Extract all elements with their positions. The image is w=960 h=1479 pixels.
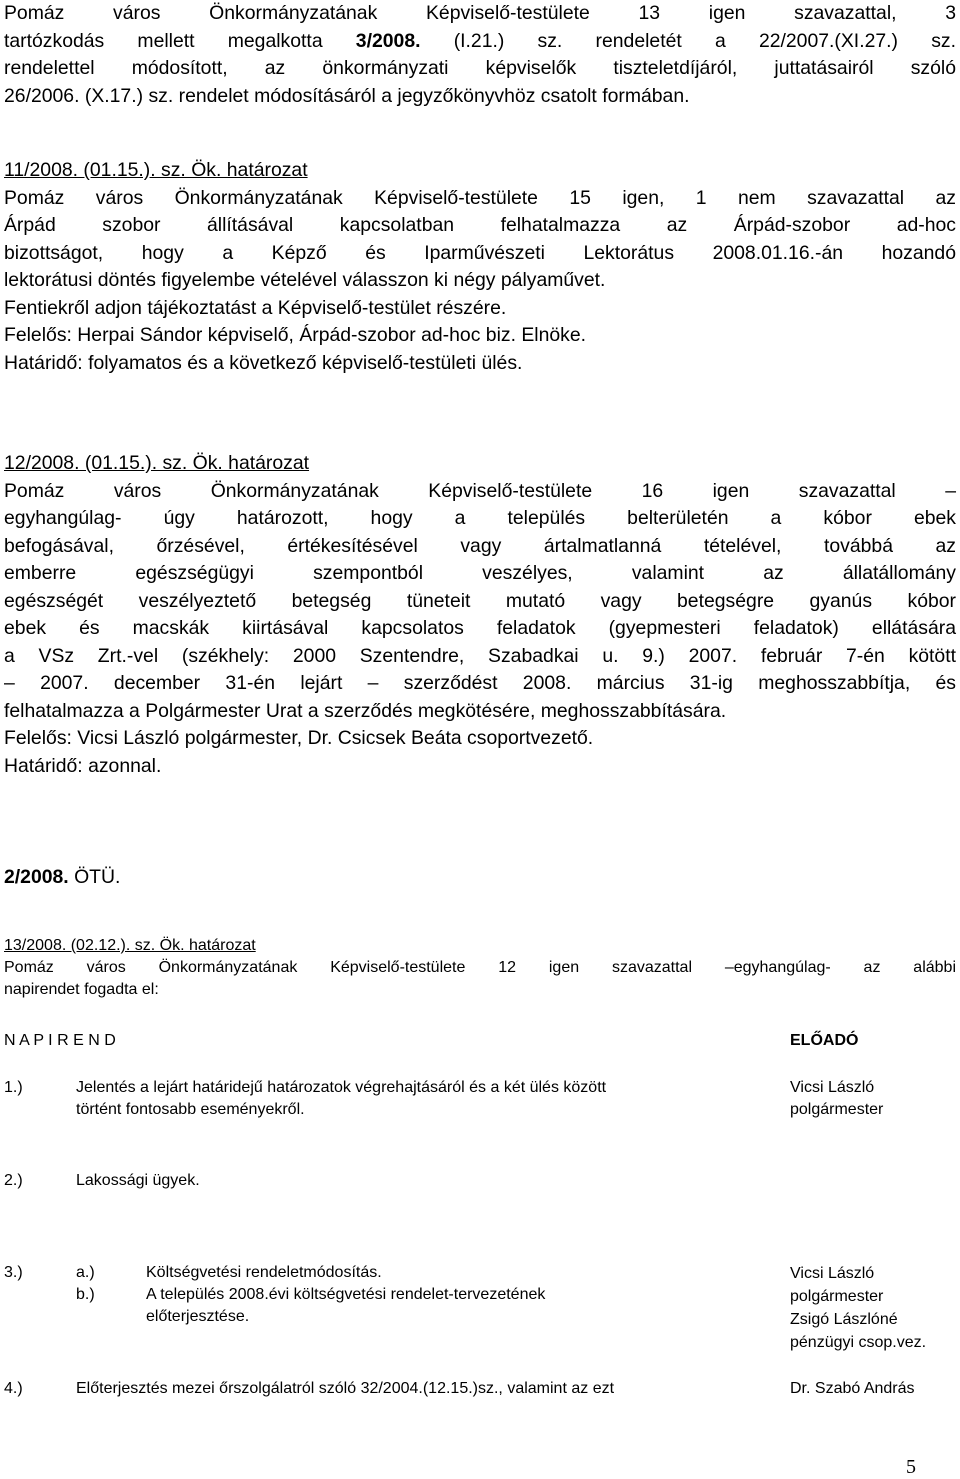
agenda-item-text: Lakossági ügyek. xyxy=(76,1172,200,1189)
resolution-line: ebek és macskák kiirtásával kapcsolatos feladatok (gyepmesteri feladatok) ellátására xyxy=(4,617,956,639)
presenter-title: ELŐADÓ xyxy=(790,1032,859,1049)
agenda-title: N A P I R E N D xyxy=(4,1032,116,1049)
resolution-13 xyxy=(4,935,956,1001)
resolution-line: befogásával, őrzésével, értékesítésével vagy ártalmatlanná tételével, továbbá az xyxy=(4,534,956,557)
agenda-item-text: Előterjesztés mezei őrszolgálatról szóló 32/2004.(12.15.)sz., valamint az ezt xyxy=(76,1380,615,1397)
agenda-sub-text: A település 2008.évi költségvetési rendelet-tervezetének előterjesztése. xyxy=(146,1286,546,1325)
agenda-item-presenter: Dr. Szabó András xyxy=(790,1380,915,1397)
resolution-heading: 12/2008. (01.15.). sz. Ök. határozat xyxy=(4,452,310,474)
otu-number: 2/2008. xyxy=(4,866,69,888)
agenda-item-presenter: Vicsi László polgármester xyxy=(790,1079,884,1118)
agenda-item-text: Jelentés a lejárt határidejű határozatok végrehajtásáról és a két ülés között történt fontosabb eseményekről. xyxy=(76,1079,607,1118)
resolution-12 xyxy=(4,450,956,780)
resolution-line: Pomáz város Önkormányzatának Képviselő-testülete 12 igen szavazattal –egyhangúlag- az alábbi xyxy=(4,959,956,976)
agenda-item-number: 3.) xyxy=(4,1264,23,1281)
resolution-line: napirendet fogadta el: xyxy=(4,981,159,998)
deadline-line: Határidő: folyamatos és a következő képviselő-testületi ülés. xyxy=(4,351,523,374)
decree-number: 3/2008. xyxy=(355,29,421,52)
resolution-line: Pomáz város Önkormányzatának Képviselő-testülete 15 igen, 1 nem szavazattal az xyxy=(4,186,956,209)
resolution-line: Fentiekről adjon tájékoztatást a Képviselő-testület részére. xyxy=(4,296,507,319)
resolution-line: Pomáz város Önkormányzatának Képviselő-testülete 16 igen szavazattal – xyxy=(4,479,956,502)
resolution-11 xyxy=(4,157,956,377)
agenda-item-presenter: Vicsi László polgármester Zsigó Lászlóné pénzügyi csop.vez. xyxy=(790,1265,927,1351)
intro-line: rendelettel módosított, az önkormányzati képviselők tiszteletdíjáról, juttatásairól szóló xyxy=(4,57,956,79)
intro-line: Pomáz város Önkormányzatának Képviselő-testülete 13 igen szavazattal, 3 xyxy=(4,2,956,24)
agenda-sub-number: a.) xyxy=(76,1264,95,1281)
agenda-item-number: 1.) xyxy=(4,1079,23,1096)
resolution-line: emberre egészségügyi szempontból veszélyes, valamint az állatállomány xyxy=(4,562,956,584)
otu-label: ÖTÜ. xyxy=(68,866,121,888)
intro-line: 26/2006. (X.17.) sz. rendelet módosításáról a jegyzőkönyvhöz csatolt formában. xyxy=(4,84,690,107)
resolution-line: bizottságot, hogy a Képző és Iparművészeti Lektorátus 2008.01.16.-án hozandó xyxy=(4,241,956,264)
otu-heading xyxy=(4,864,956,892)
intro-line: tartózkodás mellett megalkotta 3/2008. (I.21.) sz. rendeletét a 22/2007.(XI.27.) sz. xyxy=(4,29,956,52)
page-number: 5 xyxy=(906,1456,916,1478)
resolution-line: felhatalmazza a Polgármester Urat a szerződés megkötésére, meghosszabbítására. xyxy=(4,699,727,722)
agenda-item xyxy=(4,1262,960,1354)
agenda-sub-text: Költségvetési rendeletmódosítás. xyxy=(146,1264,382,1281)
resolution-line: egészségét veszélyeztető betegség tüneteit mutató vagy betegségre gyanús kóbor xyxy=(4,589,956,612)
resolution-heading: 13/2008. (02.12.). sz. Ök. határozat xyxy=(4,937,256,954)
resolution-line: Árpád szobor állításával kapcsolatban felhatalmazza az Árpád-szobor ad-hoc xyxy=(4,214,956,236)
agenda-sub-number: b.) xyxy=(76,1286,95,1303)
agenda-item-number: 2.) xyxy=(4,1172,23,1189)
resolution-line: egyhangúlag- úgy határozott, hogy a település belterületén a kóbor ebek xyxy=(4,507,956,529)
agenda-item xyxy=(4,1077,960,1121)
responsible-line: Felelős: Vicsi László polgármester, Dr. Csicsek Beáta csoportvezető. xyxy=(4,727,594,749)
intro-paragraph xyxy=(4,0,956,110)
deadline-line: Határidő: azonnal. xyxy=(4,754,162,777)
resolution-heading: 11/2008. (01.15.). sz. Ök. határozat xyxy=(4,159,308,181)
responsible-line: Felelős: Herpai Sándor képviselő, Árpád-szobor ad-hoc biz. Elnöke. xyxy=(4,324,587,346)
resolution-line: lektorátusi döntés figyelembe vételével válasszon ki négy pályaművet. xyxy=(4,269,606,291)
resolution-line: a VSz Zrt.-vel (székhely: 2000 Szentendre, Szabadkai u. 9.) 2007. február 7-én kötött xyxy=(4,644,956,667)
resolution-line: – 2007. december 31-én lejárt – szerződést 2008. március 31-ig meghosszabbítja, és xyxy=(4,672,956,694)
agenda-item-number: 4.) xyxy=(4,1380,23,1397)
